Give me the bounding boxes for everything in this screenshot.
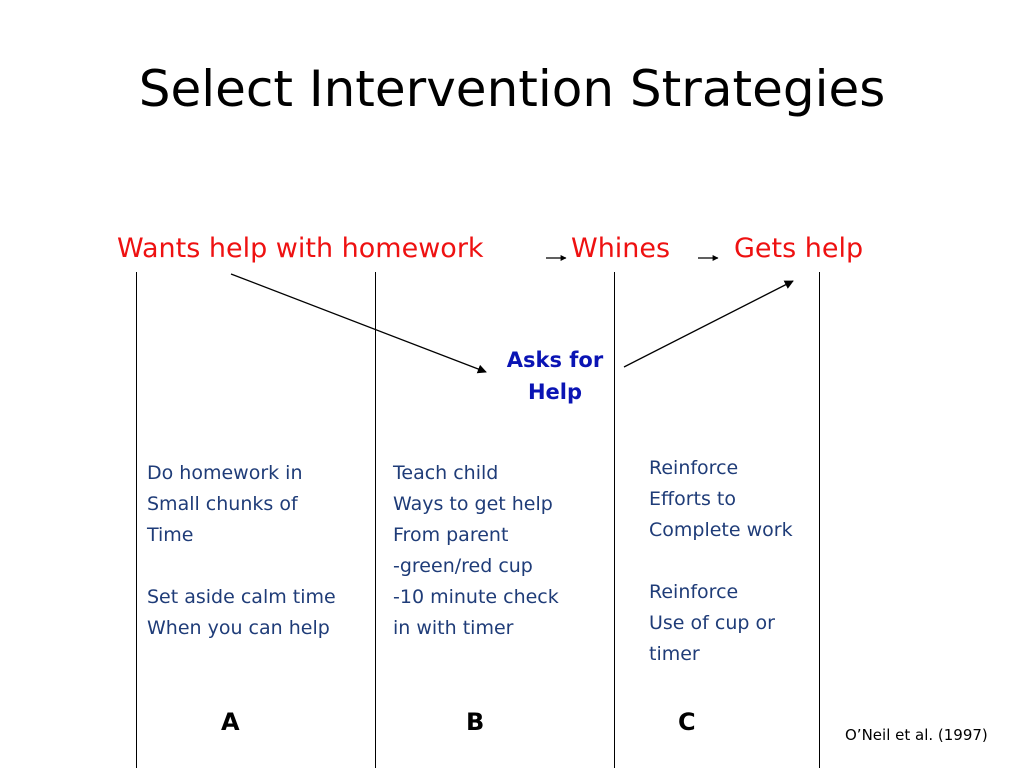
consequence-label: Gets help xyxy=(734,233,864,264)
strategy-line: Reinforce xyxy=(649,457,739,479)
strategy-line: Reinforce xyxy=(649,581,739,603)
column-label-a: A xyxy=(221,708,240,736)
column-label-c: C xyxy=(678,708,696,736)
citation: O’Neil et al. (1997) xyxy=(845,726,988,744)
strategy-line: timer xyxy=(649,643,700,665)
strategy-line: When you can help xyxy=(147,617,330,639)
strategy-line: in with timer xyxy=(393,617,514,639)
strategy-column-b xyxy=(393,458,559,644)
strategy-line: Set aside calm time xyxy=(147,586,336,608)
strategy-line: Time xyxy=(147,524,194,546)
strategy-column-a xyxy=(147,458,336,644)
strategy-line: -green/red cup xyxy=(393,555,533,577)
strategy-line: Efforts to xyxy=(649,488,736,510)
strategy-line: Small chunks of xyxy=(147,493,298,515)
strategy-line: From parent xyxy=(393,524,509,546)
arrow-to-consequence-icon xyxy=(624,281,793,367)
behavior-label: Whines xyxy=(571,233,671,264)
strategy-line: Complete work xyxy=(649,519,793,541)
strategy-line: Teach child xyxy=(393,462,499,484)
arrow-to-replacement-icon xyxy=(231,274,486,372)
strategy-column-c xyxy=(649,453,793,670)
strategy-line: Ways to get help xyxy=(393,493,553,515)
strategy-line: -10 minute check xyxy=(393,586,559,608)
column-label-b: B xyxy=(466,708,485,736)
replacement-behavior xyxy=(494,344,616,408)
strategy-line: Do homework in xyxy=(147,462,303,484)
slide-title: Select Intervention Strategies xyxy=(138,60,886,118)
antecedent-label: Wants help with homework xyxy=(117,233,484,264)
replacement-line-1: Asks for xyxy=(506,348,604,372)
strategy-line xyxy=(147,551,336,582)
replacement-line-2: Help xyxy=(527,380,583,404)
strategy-line: Use of cup or xyxy=(649,612,775,634)
strategy-line xyxy=(649,546,793,577)
